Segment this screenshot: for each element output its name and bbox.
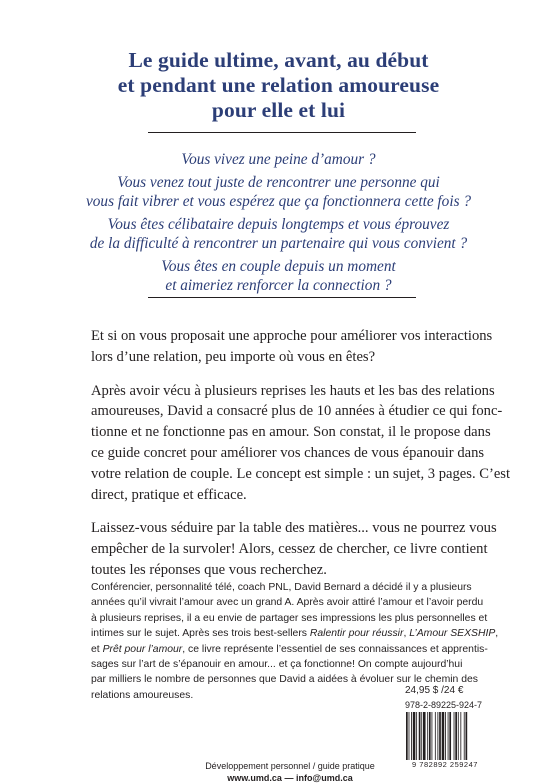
bio-line: relations amoureuses.: [91, 689, 194, 701]
book-title: Ralentir pour réussir: [309, 628, 404, 640]
question-line: vous fait vibrer et vous espérez que ça fonctionnera cette fois ?: [85, 193, 472, 210]
paragraph: [91, 326, 493, 368]
question-line: de la difficulté à rencontrer un partenaire qui vous convient ?: [89, 235, 468, 252]
question-line: Vous êtes célibataire depuis longtemps et vous éprouvez: [107, 215, 450, 233]
question: [0, 215, 557, 254]
bio-line: [91, 642, 488, 657]
bio-line: à plusieurs reprises, il a eu envie de partager ses impressions les plus personnelles et: [91, 612, 488, 624]
bio-line: [91, 626, 499, 641]
bottom-divider: [148, 297, 416, 298]
bio-text: , ce livre représente l’essentiel de ses connaissances et apprentis-: [182, 643, 488, 655]
paragraph: [91, 381, 511, 506]
price-block: [405, 685, 485, 711]
price: 24,95 $ /24 €: [405, 685, 464, 696]
text-line: lors d’une relation, peu importe où vous en êtes?: [91, 348, 376, 365]
question-line: Vous vivez une peine d’amour ?: [181, 151, 376, 168]
isbn: 978-2-89225-924-7: [405, 700, 483, 710]
top-divider: [148, 132, 416, 133]
footer: [200, 760, 380, 784]
bio-line: sages sur l’art de s’épanouir en amour... et ça fonctionne! On compte aujourd’hui: [91, 659, 463, 671]
question-line: et aimeriez renforcer la connection ?: [165, 277, 392, 294]
paragraph: [91, 518, 497, 580]
barcode-number: 9 782892 259247: [412, 760, 478, 769]
text-line: ce guide concret pour améliorer vos chances de vous épanouir dans: [91, 444, 485, 461]
bio-text: ,: [495, 628, 499, 640]
back-cover-title: [0, 48, 557, 123]
title-line: pour elle et lui: [211, 98, 346, 122]
text-line: votre relation de couple. Le concept est simple : un sujet, 3 pages. C’est: [91, 465, 511, 482]
question: [0, 257, 557, 296]
text-line: Laissez-vous séduire par la table des matières... vous ne pourrez vous: [91, 520, 497, 537]
text-line: direct, pratique et efficace.: [91, 486, 247, 503]
description: [91, 326, 511, 594]
questions-block: [0, 150, 557, 299]
text-line: Et si on vous proposait une approche pour améliorer vos interactions: [91, 328, 493, 344]
footer-web: www.umd.ca — info@umd.ca: [227, 773, 353, 783]
text-line: empêcher de la survoler! Alors, cessez de chercher, ce livre contient: [91, 541, 488, 558]
bio-text: ,: [403, 628, 410, 640]
footer-category: Développement personnel / guide pratique: [205, 761, 375, 771]
question-line: Vous êtes en couple depuis un moment: [161, 257, 396, 275]
bio-line: années qu’il vivrait l’amour avec un grand A. Après avoir attiré l’amour et l’avoir perdu: [91, 597, 484, 609]
text-line: Après avoir vécu à plusieurs reprises les hauts et les bas des relations: [91, 382, 495, 399]
question: [0, 173, 557, 212]
text-line: toutes les réponses que vous recherchez.: [91, 561, 327, 578]
text-line: amoureuses, David a consacré plus de 10 années à étudier ce qui fonc-: [91, 403, 503, 420]
title-line: et pendant une relation amoureuse: [117, 73, 440, 97]
book-title: Prêt pour l’amour: [102, 643, 183, 655]
text-line: tionne et ne fonctionne pas en amour. Son constat, il le propose dans: [91, 424, 491, 441]
bio-text: et: [91, 643, 103, 655]
book-title: L’Amour SEXSHIP: [409, 628, 496, 640]
bio-line: Conférencier, personnalité télé, coach PNL, David Bernard a décidé il y a plusieurs: [91, 582, 472, 593]
title-line: Le guide ultime, avant, au début: [128, 48, 429, 72]
bio-text: intimes sur le sujet. Après ses trois best-sellers: [91, 628, 307, 640]
question: [0, 150, 557, 170]
question-line: Vous venez tout juste de rencontrer une personne qui: [117, 173, 440, 191]
barcode: [405, 712, 485, 760]
bio-line: par milliers le nombre de personnes que David a aidées à évoluer sur le chemin des: [91, 674, 478, 686]
